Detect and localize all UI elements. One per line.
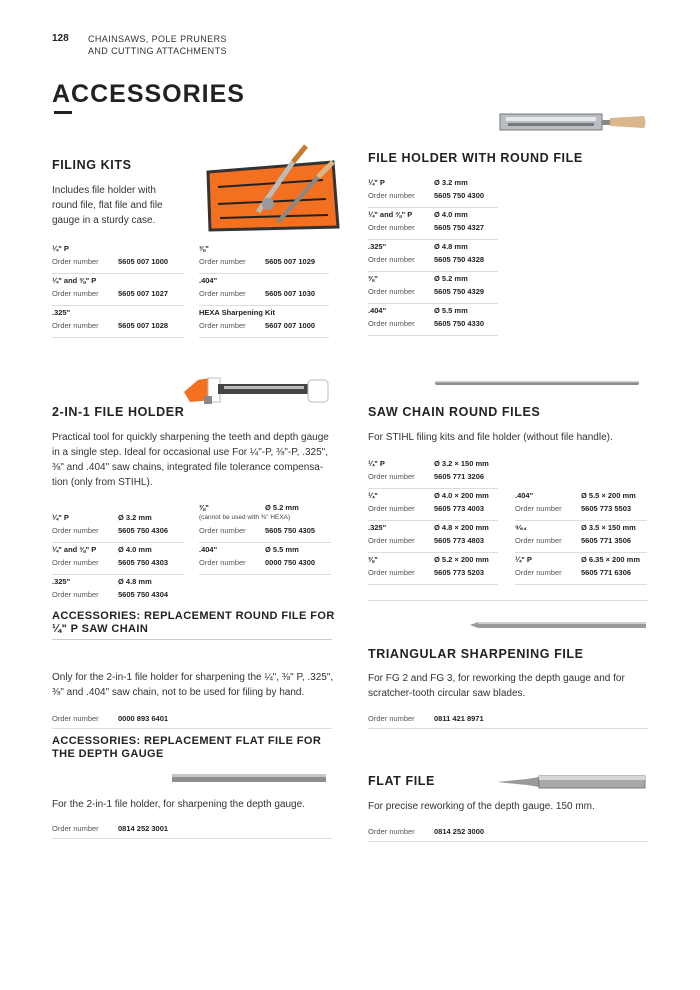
file-holder-heading: FILE HOLDER WITH ROUND FILE bbox=[368, 151, 583, 165]
section-divider bbox=[368, 600, 648, 601]
order-number: 5605 773 4803 bbox=[434, 536, 485, 545]
order-label: Order number bbox=[368, 504, 415, 513]
chapter-line-2: AND CUTTING ATTACHMENTS bbox=[88, 46, 227, 56]
triangular-file-heading: TRIANGULAR SHARPENING FILE bbox=[368, 647, 584, 661]
spec-row bbox=[52, 576, 184, 606]
triangular-file-image bbox=[470, 620, 648, 630]
order-number: 5605 007 1028 bbox=[118, 321, 169, 330]
diameter: Ø 5.5 mm bbox=[265, 545, 299, 554]
triangular-file-description bbox=[368, 671, 625, 701]
order-number: 5605 007 1030 bbox=[265, 289, 316, 298]
desc-line: Includes file holder with bbox=[52, 185, 156, 196]
order-label: Order number bbox=[368, 714, 415, 723]
round-files-heading: SAW CHAIN ROUND FILES bbox=[368, 405, 541, 419]
order-number: 5605 750 4300 bbox=[434, 191, 485, 200]
desc-line: round file, flat file and file bbox=[52, 200, 163, 211]
order-number: 5607 007 1000 bbox=[265, 321, 316, 330]
order-number: 5605 773 4003 bbox=[434, 504, 485, 513]
order-number: 5605 771 3206 bbox=[434, 472, 485, 481]
order-number: 5605 771 3506 bbox=[581, 536, 632, 545]
spec-row bbox=[368, 305, 498, 336]
spec-row bbox=[52, 275, 184, 306]
diameter: Ø 5.5 mm bbox=[434, 306, 468, 315]
size-label: ¼" P bbox=[52, 513, 69, 522]
spec-row bbox=[515, 554, 647, 585]
filing-kits-description bbox=[52, 183, 163, 228]
heading-line: THE DEPTH GAUGE bbox=[52, 748, 164, 760]
spec-row bbox=[368, 177, 498, 208]
order-number: 5605 773 5203 bbox=[434, 568, 485, 577]
size-label: .325" bbox=[52, 577, 71, 586]
desc-line: Practical tool for quickly sharpening the teeth and depth gauge bbox=[52, 432, 329, 443]
spec-row bbox=[199, 544, 331, 575]
size-label: .325" bbox=[52, 308, 71, 317]
order-label: Order number bbox=[515, 568, 562, 577]
compatibility-note: (cannot be used with ⅜" HEXA) bbox=[199, 514, 291, 521]
order-label: Order number bbox=[368, 255, 415, 264]
spec-row bbox=[368, 209, 498, 240]
spec-row bbox=[199, 502, 331, 543]
order-label: Order number bbox=[52, 257, 99, 266]
spec-row bbox=[368, 458, 498, 489]
diameter: Ø 4.8 mm bbox=[118, 577, 152, 586]
order-label: Order number bbox=[52, 526, 99, 535]
order-label: Order number bbox=[52, 321, 99, 330]
size-label: ⅜" bbox=[368, 274, 378, 283]
size-label: .325" bbox=[368, 523, 387, 532]
order-row bbox=[368, 825, 648, 842]
desc-line: ⅜" and .404" saw chain, not to be used for filing by hand. bbox=[52, 687, 305, 698]
order-label: Order number bbox=[52, 590, 99, 599]
desc-line: ⅜" and .404" saw chains, integrated file tolerance compensa- bbox=[52, 462, 324, 473]
size-label: ¼" bbox=[368, 491, 378, 500]
size-label: HEXA Sharpening Kit bbox=[199, 308, 275, 317]
filing-kits-heading: FILING KITS bbox=[52, 158, 132, 172]
two-in-one-description bbox=[52, 430, 337, 490]
diameter: Ø 4.0 × 200 mm bbox=[434, 491, 489, 500]
diameter: Ø 3.2 mm bbox=[434, 178, 468, 187]
order-row bbox=[368, 712, 648, 729]
spec-row bbox=[368, 554, 498, 585]
order-number: 0814 252 3001 bbox=[118, 824, 169, 833]
desc-line: Only for the 2-in-1 file holder for sharpening the ¼", ⅜" P, .325", bbox=[52, 672, 334, 683]
size-label: ¼" and ⅜" P bbox=[52, 276, 97, 285]
order-label: Order number bbox=[52, 558, 99, 567]
desc-line: in a single step. Ideal for occasional use For ¼"-P, ⅜"-P, .325", bbox=[52, 447, 328, 458]
size-label: .404" bbox=[515, 491, 534, 500]
spec-row bbox=[368, 241, 498, 272]
section-divider bbox=[52, 639, 332, 640]
order-label: Order number bbox=[515, 504, 562, 513]
two-in-one-heading: 2-IN-1 FILE HOLDER bbox=[52, 405, 185, 419]
flat-file-heading: FLAT FILE bbox=[368, 774, 435, 788]
diameter: Ø 4.8 × 200 mm bbox=[434, 523, 489, 532]
title-underline bbox=[54, 111, 72, 114]
chapter-title bbox=[88, 33, 227, 57]
order-number: 5605 750 4328 bbox=[434, 255, 485, 264]
order-label: Order number bbox=[368, 536, 415, 545]
order-number: 5605 750 4303 bbox=[118, 558, 169, 567]
diameter: Ø 3.2 mm bbox=[118, 513, 152, 522]
order-label: Order number bbox=[368, 223, 415, 232]
spec-row bbox=[52, 307, 184, 338]
spec-row bbox=[368, 273, 498, 304]
spec-row bbox=[515, 522, 647, 553]
diameter: Ø 5.5 × 200 mm bbox=[581, 491, 636, 500]
replacement-flat-file-description: For the 2-in-1 file holder, for sharpening the depth gauge. bbox=[52, 799, 305, 810]
diameter: Ø 4.0 mm bbox=[118, 545, 152, 554]
diameter: Ø 5.2 mm bbox=[265, 503, 299, 512]
size-label: .404" bbox=[199, 545, 218, 554]
spec-row bbox=[199, 275, 329, 306]
size-label: ¼" P bbox=[52, 244, 69, 253]
order-number: 5605 773 5503 bbox=[581, 504, 632, 513]
size-label: .325" bbox=[368, 242, 387, 251]
desc-line: gauge in a sturdy case. bbox=[52, 215, 156, 226]
order-row bbox=[52, 712, 332, 729]
order-label: Order number bbox=[52, 824, 99, 833]
size-label: ¼" and ⅜" P bbox=[52, 545, 97, 554]
size-label: ¼" P bbox=[368, 459, 385, 468]
size-label: ⁹⁄₆₄ bbox=[515, 523, 527, 532]
spec-row bbox=[515, 490, 647, 521]
size-label: .404" bbox=[199, 276, 218, 285]
spec-row bbox=[52, 243, 184, 274]
order-label: Order number bbox=[368, 472, 415, 481]
heading-line: ¼" P SAW CHAIN bbox=[52, 623, 149, 635]
replacement-round-file-heading bbox=[52, 610, 335, 636]
spec-row bbox=[199, 243, 329, 274]
order-label: Order number bbox=[368, 191, 415, 200]
desc-line: scratcher-tooth circular saw blades. bbox=[368, 688, 526, 699]
spec-row bbox=[52, 544, 184, 575]
order-label: Order number bbox=[368, 287, 415, 296]
size-label: .404" bbox=[368, 306, 387, 315]
size-label: ¼" P bbox=[368, 178, 385, 187]
page-title: ACCESSORIES bbox=[52, 80, 245, 108]
order-label: Order number bbox=[199, 257, 246, 266]
order-number: 5605 771 6306 bbox=[581, 568, 632, 577]
size-label: ¼" P bbox=[515, 555, 532, 564]
diameter: Ø 5.2 mm bbox=[434, 274, 468, 283]
order-number: 5605 007 1000 bbox=[118, 257, 169, 266]
filing-kit-case-image bbox=[198, 142, 348, 234]
diameter: Ø 3.5 × 150 mm bbox=[581, 523, 636, 532]
size-label: ⅜" bbox=[199, 244, 209, 253]
order-number: 5605 750 4306 bbox=[118, 526, 169, 535]
order-label: Order number bbox=[515, 536, 562, 545]
order-number: 5605 750 4330 bbox=[434, 319, 485, 328]
size-label: ¼" and ⅜" P bbox=[368, 210, 413, 219]
order-row bbox=[52, 822, 332, 839]
spec-row bbox=[368, 490, 498, 521]
diameter: Ø 4.8 mm bbox=[434, 242, 468, 251]
diameter: Ø 6.35 × 200 mm bbox=[581, 555, 640, 564]
flat-file-description: For precise reworking of the depth gauge. 150 mm. bbox=[368, 801, 595, 812]
diameter: Ø 5.2 × 200 mm bbox=[434, 555, 489, 564]
order-number: 0000 893 6401 bbox=[118, 714, 169, 723]
diameter: Ø 4.0 mm bbox=[434, 210, 468, 219]
round-file-image bbox=[435, 378, 641, 388]
two-in-one-file-holder-image bbox=[180, 372, 332, 408]
order-label: Order number bbox=[199, 289, 246, 298]
order-label: Order number bbox=[199, 526, 246, 535]
flat-file-image bbox=[172, 771, 328, 785]
order-label: Order number bbox=[52, 289, 99, 298]
order-number: 0814 252 3000 bbox=[434, 827, 485, 836]
page-number: 128 bbox=[52, 33, 69, 44]
order-number: 5605 007 1027 bbox=[118, 289, 169, 298]
order-number: 5605 007 1029 bbox=[265, 257, 316, 266]
order-label: Order number bbox=[52, 714, 99, 723]
order-label: Order number bbox=[368, 568, 415, 577]
round-files-description: For STIHL filing kits and file holder (without file handle). bbox=[368, 432, 613, 443]
chapter-line-1: CHAINSAWS, POLE PRUNERS bbox=[88, 34, 227, 44]
order-label: Order number bbox=[368, 827, 415, 836]
spec-row bbox=[199, 307, 329, 338]
order-number: 0811 421 8971 bbox=[434, 714, 484, 723]
size-label: ⅜" bbox=[368, 555, 378, 564]
desc-line: For FG 2 and FG 3, for reworking the depth gauge and for bbox=[368, 673, 625, 684]
heading-line: ACCESSORIES: REPLACEMENT ROUND FILE FOR bbox=[52, 610, 335, 622]
spec-row bbox=[368, 522, 498, 553]
desc-line: tion (only from STIHL). bbox=[52, 477, 153, 488]
file-holder-image bbox=[498, 108, 648, 136]
order-number: 0000 750 4300 bbox=[265, 558, 316, 567]
flat-file-with-tang-image bbox=[497, 772, 647, 792]
order-number: 5605 750 4305 bbox=[265, 526, 316, 535]
spec-row bbox=[52, 512, 184, 543]
order-number: 5605 750 4327 bbox=[434, 223, 485, 232]
heading-line: ACCESSORIES: REPLACEMENT FLAT FILE FOR bbox=[52, 735, 322, 747]
order-label: Order number bbox=[368, 319, 415, 328]
order-label: Order number bbox=[199, 321, 246, 330]
order-label: Order number bbox=[199, 558, 246, 567]
diameter: Ø 3.2 × 150 mm bbox=[434, 459, 489, 468]
size-label: ⅜" bbox=[199, 503, 209, 512]
order-number: 5605 750 4329 bbox=[434, 287, 485, 296]
order-number: 5605 750 4304 bbox=[118, 590, 169, 599]
replacement-round-file-description bbox=[52, 670, 333, 700]
replacement-flat-file-heading bbox=[52, 735, 321, 761]
